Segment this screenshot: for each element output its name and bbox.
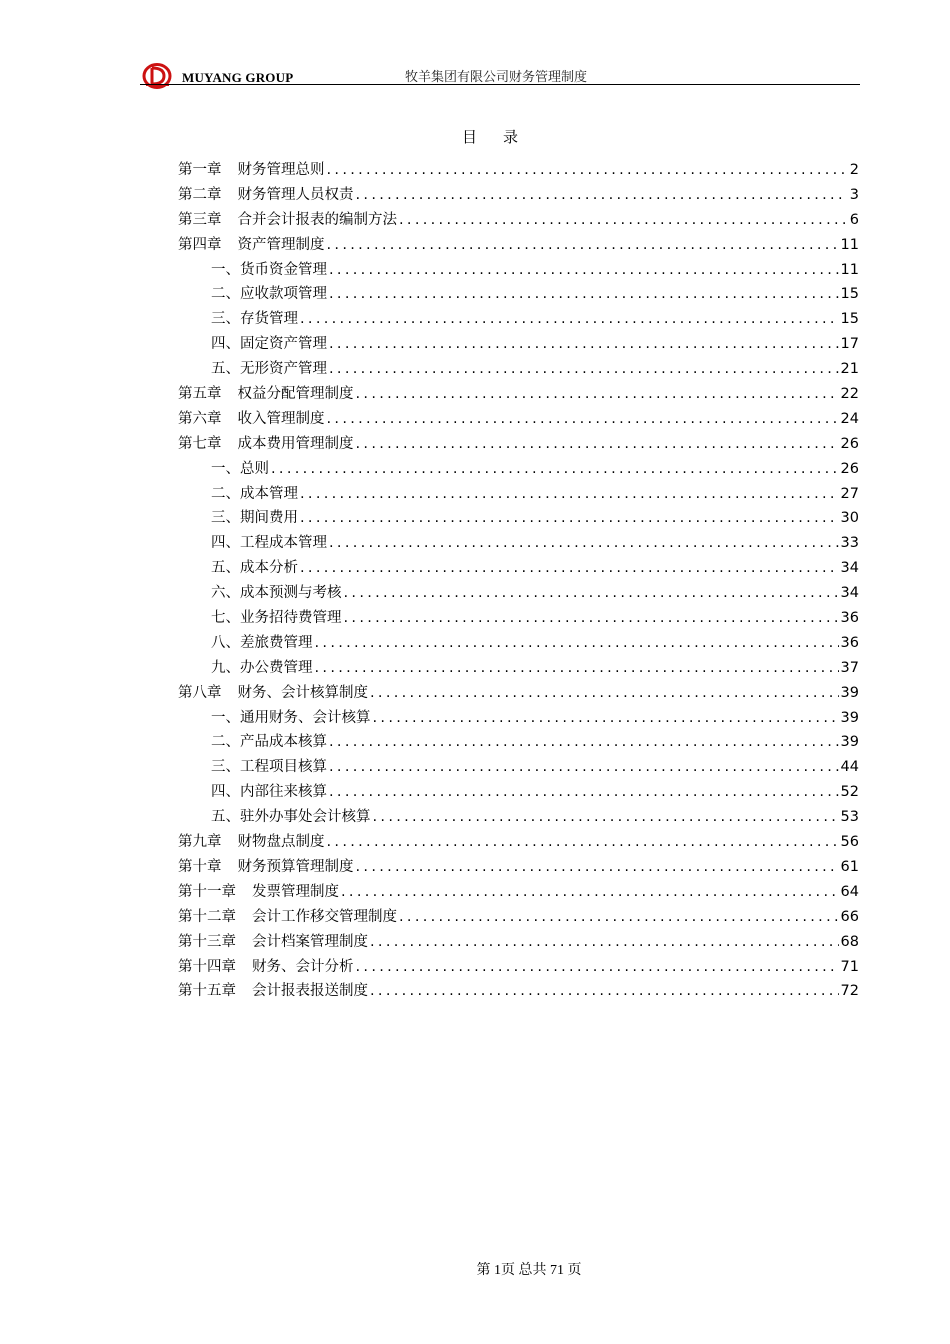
- toc-page-number: 64: [840, 883, 859, 900]
- toc-entry-title: 资产管理制度: [237, 236, 325, 253]
- toc-section-entry[interactable]: [178, 730, 859, 755]
- toc-entry-number: 二、: [211, 286, 240, 303]
- toc-dot-leader: [344, 585, 839, 601]
- table-of-contents: [178, 158, 859, 1004]
- toc-entry-number: 三、: [211, 510, 240, 527]
- toc-entry-number: 第八章: [178, 684, 222, 701]
- toc-entry-number: 第六章: [178, 410, 222, 427]
- toc-page-number: 71: [840, 958, 859, 975]
- toc-chapter-entry[interactable]: [178, 930, 859, 955]
- toc-entry-number: 二、: [211, 485, 240, 502]
- toc-entry-title: 办公费管理: [240, 659, 313, 676]
- toc-chapter-entry[interactable]: [178, 880, 859, 905]
- toc-entry-title: 会计工作移交管理制度: [252, 908, 397, 925]
- toc-page-number: 2: [849, 162, 859, 178]
- toc-entry-number: 第十二章: [178, 908, 236, 925]
- toc-dot-leader: [399, 212, 847, 228]
- toc-page-number: 17: [840, 336, 859, 353]
- toc-entry-number: 三、: [211, 759, 240, 776]
- toc-entry-title: 财物盘点制度: [237, 834, 325, 851]
- toc-page-number: 66: [840, 908, 859, 925]
- toc-entry-title: 驻外办事处会计核算: [240, 809, 371, 826]
- toc-chapter-entry[interactable]: [178, 158, 859, 183]
- toc-entry-number: 一、: [211, 709, 240, 726]
- toc-page-number: 21: [840, 361, 859, 378]
- toc-section-entry[interactable]: [178, 656, 859, 681]
- toc-page-number: 26: [840, 435, 859, 452]
- toc-page-number: 34: [840, 560, 859, 577]
- toc-entry-title: 成本分析: [240, 560, 298, 577]
- toc-entry-title: 产品成本核算: [240, 734, 327, 751]
- toc-page-number: 44: [840, 759, 859, 776]
- toc-section-entry[interactable]: [178, 780, 859, 805]
- toc-entry-title: 工程成本管理: [240, 535, 327, 552]
- toc-entry-title: 成本费用管理制度: [237, 435, 354, 452]
- toc-entry-title: 通用财务、会计核算: [240, 709, 371, 726]
- toc-page-number: 72: [840, 983, 859, 1000]
- toc-dot-leader: [356, 436, 839, 452]
- toc-entry-title: 合并会计报表的编制方法: [237, 211, 397, 228]
- toc-dot-leader: [370, 983, 839, 999]
- toc-page-number: 36: [840, 610, 859, 627]
- toc-page-number: 27: [840, 485, 859, 502]
- page-header: [140, 60, 860, 86]
- toc-page-number: 53: [840, 809, 859, 826]
- toc-dot-leader: [271, 461, 839, 477]
- toc-page-number: 24: [840, 410, 859, 427]
- toc-page-number: 56: [840, 834, 859, 851]
- toc-section-entry[interactable]: [178, 457, 859, 482]
- toc-page-number: 26: [840, 460, 859, 477]
- toc-chapter-entry[interactable]: [178, 382, 859, 407]
- toc-entry-number: 三、: [211, 311, 240, 328]
- toc-dot-leader: [329, 734, 839, 750]
- toc-page-number: 11: [840, 261, 859, 278]
- toc-entry-title: 工程项目核算: [240, 759, 327, 776]
- toc-page-number: 3: [849, 186, 859, 203]
- toc-entry-number: 六、: [211, 585, 240, 602]
- toc-entry-title: 财务、会计分析: [252, 958, 354, 975]
- toc-dot-leader: [341, 884, 839, 900]
- toc-dot-leader: [329, 759, 839, 775]
- toc-entry-number: 一、: [211, 460, 240, 477]
- toc-dot-leader: [344, 610, 839, 626]
- toc-dot-leader: [370, 934, 839, 950]
- toc-entry-title: 内部往来核算: [240, 784, 327, 801]
- toc-entry-number: 第二章: [178, 186, 222, 203]
- toc-entry-title: 会计报表报送制度: [252, 983, 368, 1000]
- toc-entry-title: 业务招待费管理: [240, 610, 342, 627]
- toc-chapter-entry[interactable]: [178, 183, 859, 208]
- toc-entry-number: 第九章: [178, 834, 222, 851]
- toc-dot-leader: [300, 510, 839, 526]
- toc-dot-leader: [327, 834, 839, 850]
- toc-entry-title: 存货管理: [240, 311, 298, 328]
- toc-entry-title: 无形资产管理: [240, 361, 327, 378]
- toc-entry-number: 八、: [211, 634, 240, 651]
- toc-section-entry[interactable]: [178, 755, 859, 780]
- brand-name: MUYANG GROUP: [182, 70, 294, 85]
- toc-chapter-entry[interactable]: [178, 208, 859, 233]
- toc-section-entry[interactable]: [178, 556, 859, 581]
- toc-page-number: 11: [840, 236, 859, 253]
- toc-section-entry[interactable]: [178, 531, 859, 556]
- toc-page-number: 34: [840, 585, 859, 602]
- toc-dot-leader: [356, 859, 839, 875]
- toc-entry-title: 收入管理制度: [237, 410, 325, 427]
- toc-chapter-entry[interactable]: [178, 855, 859, 880]
- toc-page-number: 15: [840, 311, 859, 328]
- toc-entry-title: 权益分配管理制度: [237, 386, 354, 403]
- toc-entry-title: 货币资金管理: [240, 261, 327, 278]
- header-divider: [140, 84, 860, 85]
- toc-entry-title: 总则: [240, 460, 269, 477]
- toc-chapter-entry[interactable]: [178, 233, 859, 258]
- toc-dot-leader: [329, 336, 839, 352]
- toc-dot-leader: [315, 635, 839, 651]
- document-title: 牧羊集团有限公司财务管理制度: [405, 70, 588, 85]
- toc-page-number: 52: [840, 784, 859, 801]
- toc-section-entry[interactable]: [178, 307, 859, 332]
- toc-entry-title: 会计档案管理制度: [252, 933, 368, 950]
- toc-page-number: 39: [840, 709, 859, 726]
- toc-entry-title: 成本预测与考核: [240, 585, 342, 602]
- toc-entry-title: 财务管理总则: [237, 162, 325, 178]
- toc-entry-number: 九、: [211, 659, 240, 676]
- toc-entry-number: 五、: [211, 560, 240, 577]
- toc-dot-leader: [329, 784, 839, 800]
- muyang-logo-icon: [142, 62, 174, 90]
- toc-dot-leader: [300, 311, 839, 327]
- toc-dot-leader: [327, 237, 839, 253]
- toc-section-entry[interactable]: [178, 706, 859, 731]
- toc-dot-leader: [356, 187, 848, 203]
- toc-page-number: 30: [840, 510, 859, 527]
- toc-dot-leader: [315, 660, 839, 676]
- toc-page-number: 39: [840, 684, 859, 701]
- toc-page-number: 6: [849, 211, 859, 228]
- toc-entry-number: 四、: [211, 535, 240, 552]
- toc-entry-title: 期间费用: [240, 510, 298, 527]
- toc-entry-number: 第十三章: [178, 933, 236, 950]
- toc-section-entry[interactable]: [178, 506, 859, 531]
- toc-entry-number: 第一章: [178, 162, 222, 178]
- toc-dot-leader: [300, 486, 839, 502]
- toc-chapter-entry[interactable]: [178, 681, 859, 706]
- toc-dot-leader: [373, 809, 839, 825]
- toc-page-number: 33: [840, 535, 859, 552]
- toc-section-entry[interactable]: [178, 282, 859, 307]
- toc-entry-number: 第三章: [178, 211, 222, 228]
- toc-section-entry[interactable]: [178, 631, 859, 656]
- toc-section-entry[interactable]: [178, 258, 859, 283]
- toc-entry-number: 四、: [211, 336, 240, 353]
- toc-dot-leader: [300, 560, 839, 576]
- toc-entry-number: 二、: [211, 734, 240, 751]
- toc-dot-leader: [329, 286, 839, 302]
- toc-dot-leader: [329, 262, 839, 278]
- toc-entry-number: 五、: [211, 809, 240, 826]
- toc-dot-leader: [356, 959, 839, 975]
- toc-chapter-entry[interactable]: [178, 979, 859, 1004]
- toc-entry-title: 差旅费管理: [240, 634, 313, 651]
- toc-page-number: 36: [840, 634, 859, 651]
- toc-dot-leader: [329, 535, 839, 551]
- toc-dot-leader: [356, 386, 839, 402]
- toc-section-entry[interactable]: [178, 805, 859, 830]
- toc-chapter-entry[interactable]: [178, 905, 859, 930]
- toc-chapter-entry[interactable]: [178, 432, 859, 457]
- toc-entry-title: 财务预算管理制度: [237, 858, 354, 875]
- toc-section-entry[interactable]: [178, 581, 859, 606]
- toc-entry-number: 第十五章: [178, 983, 236, 1000]
- toc-entry-title: 成本管理: [240, 485, 298, 502]
- toc-page-number: 37: [840, 659, 859, 676]
- toc-dot-leader: [373, 710, 839, 726]
- toc-entry-title: 应收款项管理: [240, 286, 327, 303]
- toc-entry-number: 七、: [211, 610, 240, 627]
- toc-entry-number: 第十章: [178, 858, 222, 875]
- toc-entry-number: 第十四章: [178, 958, 236, 975]
- toc-section-entry[interactable]: [178, 482, 859, 507]
- toc-entry-title: 固定资产管理: [240, 336, 327, 353]
- toc-entry-number: 五、: [211, 361, 240, 378]
- toc-entry-title: 财务管理人员权责: [237, 186, 354, 203]
- toc-heading: 目录: [461, 128, 544, 146]
- toc-page-number: 61: [840, 858, 859, 875]
- toc-entry-number: 第七章: [178, 435, 222, 452]
- toc-entry-number: 四、: [211, 784, 240, 801]
- toc-entry-number: 第五章: [178, 386, 222, 403]
- toc-page-number: 39: [840, 734, 859, 751]
- toc-section-entry[interactable]: [178, 332, 859, 357]
- toc-entry-number: 第十一章: [178, 883, 236, 900]
- toc-page-number: 68: [840, 933, 859, 950]
- toc-dot-leader: [370, 685, 839, 701]
- toc-chapter-entry[interactable]: [178, 407, 859, 432]
- toc-dot-leader: [399, 909, 839, 925]
- page-footer: 第 1页 总共 71 页: [476, 1263, 582, 1278]
- toc-dot-leader: [327, 162, 848, 178]
- toc-page-number: 15: [840, 286, 859, 303]
- toc-section-entry[interactable]: [178, 606, 859, 631]
- toc-entry-number: 一、: [211, 261, 240, 278]
- toc-dot-leader: [329, 361, 839, 377]
- toc-chapter-entry[interactable]: [178, 955, 859, 980]
- toc-section-entry[interactable]: [178, 357, 859, 382]
- toc-entry-title: 发票管理制度: [252, 883, 339, 900]
- toc-entry-number: 第四章: [178, 236, 222, 253]
- toc-dot-leader: [327, 411, 839, 427]
- toc-chapter-entry[interactable]: [178, 830, 859, 855]
- toc-entry-title: 财务、会计核算制度: [237, 684, 368, 701]
- toc-page-number: 22: [840, 386, 859, 403]
